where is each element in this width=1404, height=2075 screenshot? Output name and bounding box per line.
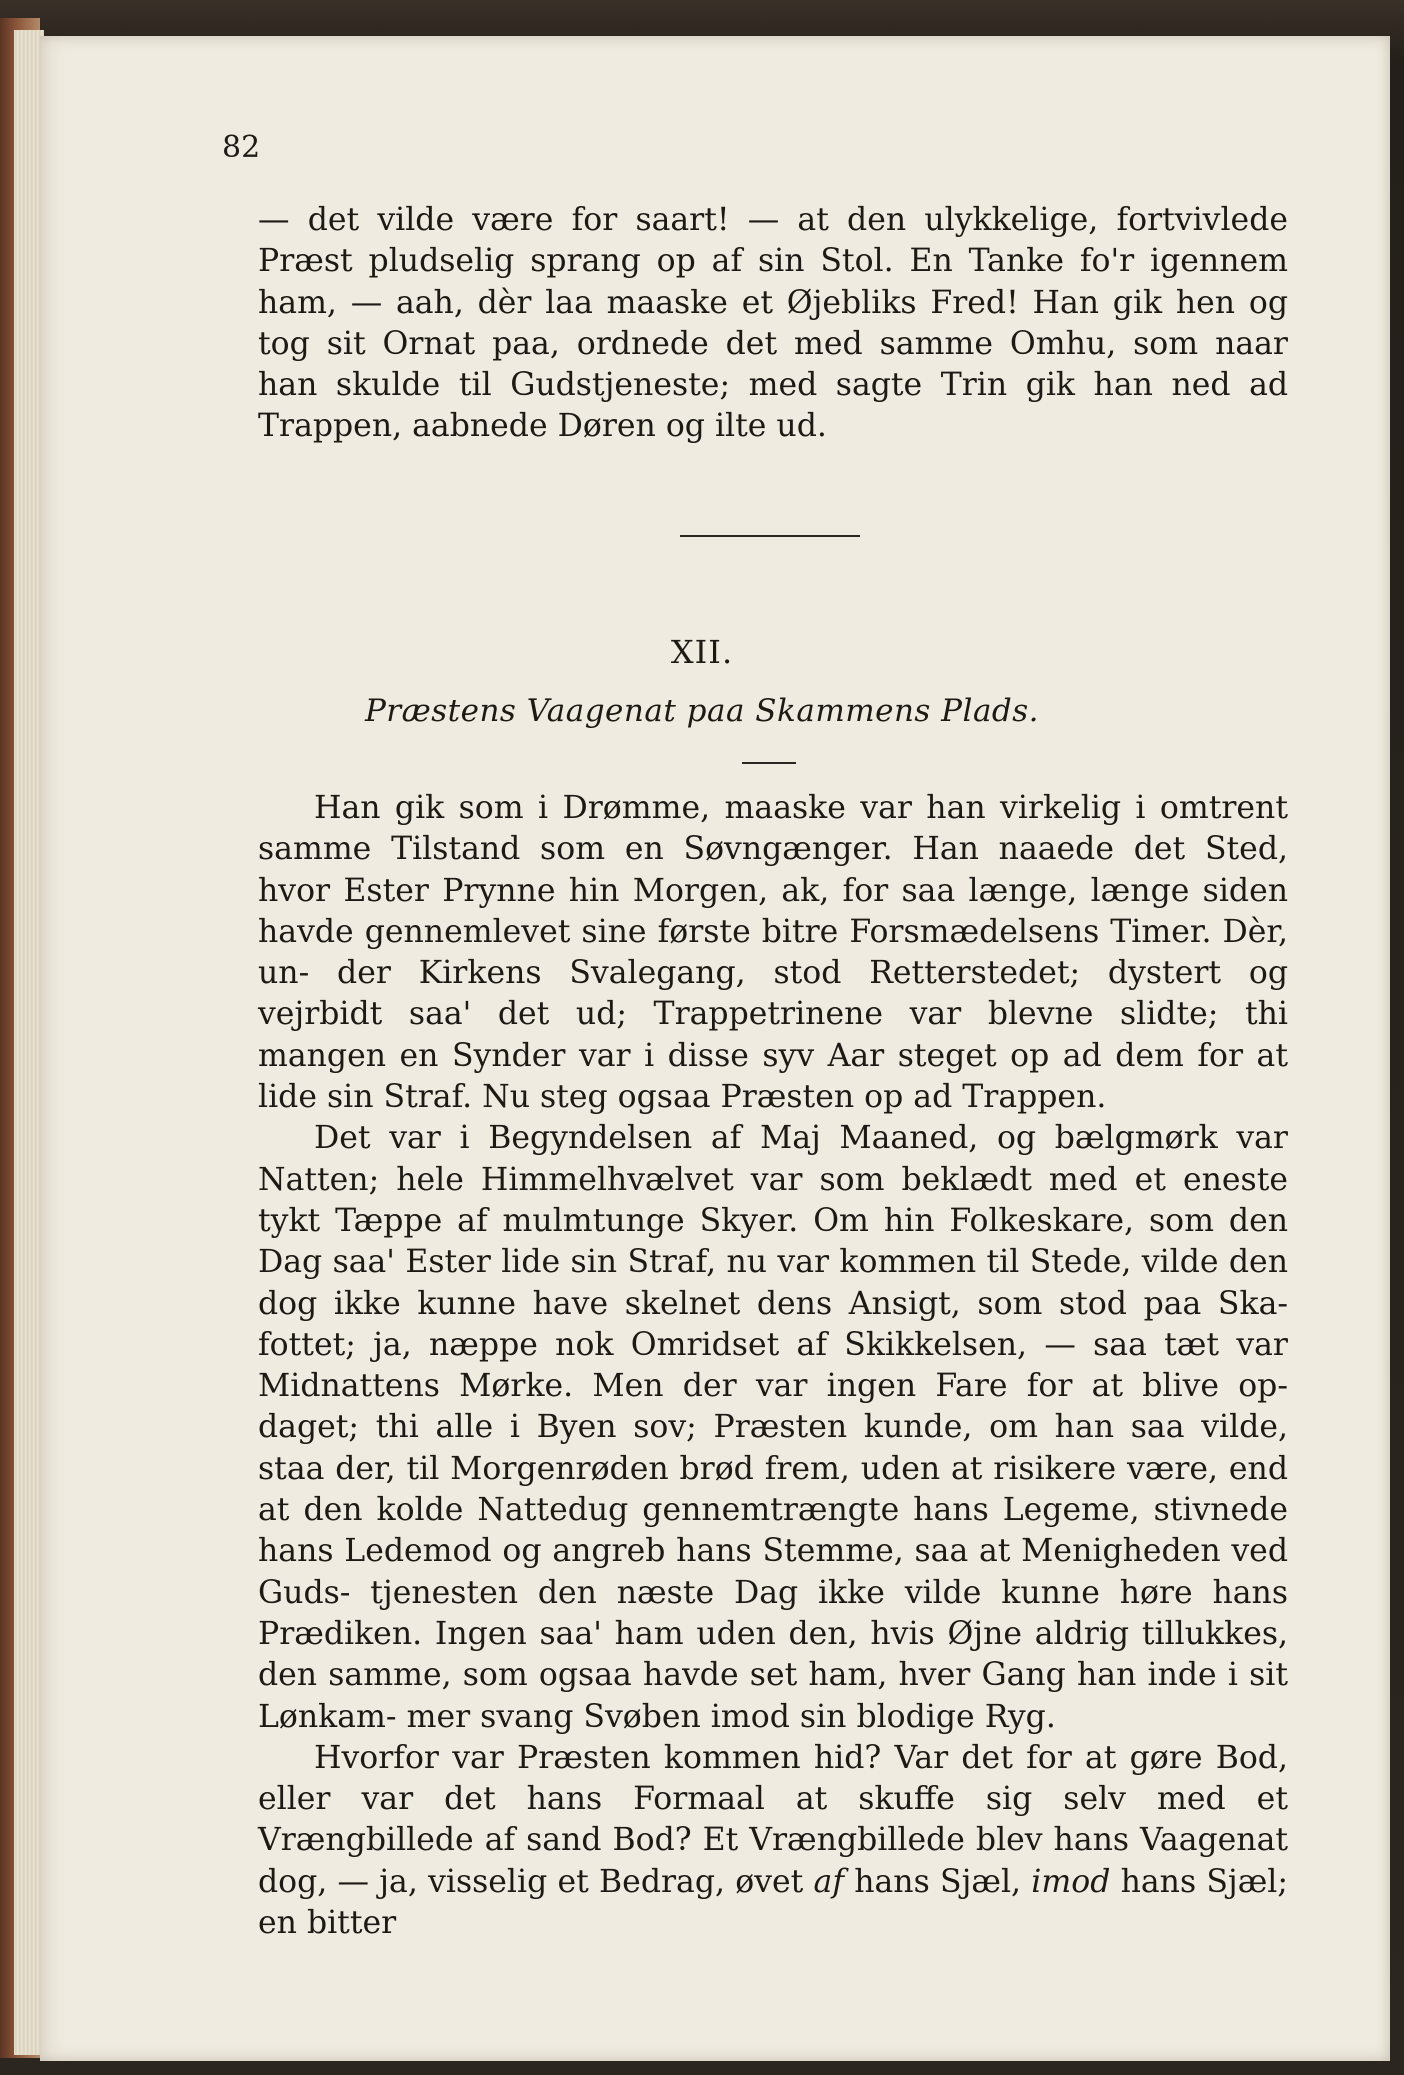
- text-fragment: hans Sjæl,: [844, 1863, 1032, 1900]
- text-line: det ud; Trappetrinene var blevne slidte; thi mangen en Synder: [258, 996, 1288, 1074]
- text-line: ham, — aah, dèr laa maaske et Øjebliks Fred! Han gik hen og: [258, 284, 1288, 321]
- text-line: var i disse syv Aar steget op ad dem for at lide sin Straf. Nu: [258, 1037, 1288, 1116]
- text-line: skulde til Gudstjeneste; med sagte Trin gik han ned ad Trappen,: [258, 367, 1289, 445]
- italic-word: af: [813, 1863, 844, 1900]
- chapter-title-rule: [742, 762, 796, 764]
- text-line: tog sit Ornat paa, ordnede det med samme Omhu, som naar han: [258, 325, 1288, 404]
- chapter-body: [258, 788, 1288, 1944]
- page-number: 82: [222, 130, 261, 165]
- text-line: Ester Prynne hin Morgen, ak, for saa længe, længe siden havde: [258, 872, 1288, 950]
- text-line: som ogsaa havde set ham, hver Gang han inde i sit Lønkam-: [258, 1657, 1288, 1735]
- text-line: Dag saa' Ester lide sin Straf, nu var kommen til Stede, vilde den: [258, 1244, 1288, 1281]
- text-line: dog ikke kunne have skelnet dens Ansigt, som stod paa Ska-: [258, 1285, 1288, 1322]
- text-line: Hvorfor var Præsten kommen hid? Var det for at gøre Bod,: [314, 1739, 1288, 1776]
- text-line: eller var det hans Formaal at skuffe sig selv med et Vrængbillede: [258, 1781, 1288, 1859]
- text-fragment: visselig et Bedrag, øvet: [428, 1863, 814, 1900]
- text-line: Præst pludselig sprang op af sin Stol. En Tanke fo'r igennem: [258, 243, 1288, 280]
- body-paragraph-3: [258, 1738, 1288, 1944]
- text-line: mer svang Svøben imod sin blodige Ryg.: [406, 1698, 1056, 1735]
- italic-word: imod: [1031, 1863, 1111, 1900]
- text-line: den kolde Nattedug gennemtrængte hans Legeme, stivnede hans: [258, 1492, 1289, 1570]
- text-line: — det vilde være for saart! — at den ulykkelige, fortvivlede: [258, 202, 1288, 238]
- chapter-number: XII.: [670, 633, 734, 671]
- text-line: steg ogsaa Præsten op ad Trappen.: [540, 1079, 1107, 1116]
- text-line: Natten; hele Himmelhvælvet var som beklædt med et eneste: [258, 1161, 1288, 1198]
- text-line: Det var i Begyndelsen af Maj Maaned, og bælgmørk var: [314, 1120, 1288, 1157]
- text-fragment: hans Sjæl; en bitter: [258, 1863, 1288, 1942]
- text-line: af sand Bod? Et Vrængbillede blev hans Vaagenat dog, — ja,: [258, 1822, 1289, 1900]
- text-line: fottet; ja, næppe nok Omridset af Skikkelsen, — saa tæt var: [258, 1326, 1288, 1363]
- opening-paragraph-text: [258, 200, 1288, 448]
- body-paragraph-1: [258, 788, 1288, 1118]
- text-line: tykt Tæppe af mulmtunge Skyer. Om hin Folkeskare, som den: [258, 1202, 1288, 1239]
- text-line: tjenesten den næste Dag ikke vilde kunne høre hans Prædiken.: [258, 1574, 1288, 1652]
- text-line: samme Tilstand som en Søvngænger. Han naaede det Sted, hvor: [258, 831, 1288, 909]
- text-line: aabnede Døren og ilte ud.: [412, 408, 827, 445]
- chapter-title: Præstens Vaagenat paa Skammens Plads.: [364, 693, 1040, 729]
- text-line: gennemlevet sine første bitre Forsmædelsens Timer. Dèr, un-: [258, 913, 1288, 992]
- text-line: der, til Morgenrøden brød frem, uden at risikere være, end at: [258, 1450, 1289, 1529]
- opening-paragraph: [258, 200, 1288, 448]
- text-line: Ledemod og angreb hans Stemme, saa at Menigheden ved Guds-: [258, 1533, 1288, 1611]
- text-line: Midnattens Mørke. Men der var ingen Fare for at blive op-: [258, 1368, 1288, 1405]
- section-divider-rule: [680, 535, 860, 537]
- text-line: der Kirkens Svalegang, stod Retterstedet; dystert og vejrbidt saa': [258, 955, 1288, 1033]
- text-line: Ingen saa' ham uden den, hvis Øjne aldrig tillukkes, den samme,: [258, 1615, 1289, 1694]
- text-line: Han gik som i Drømme, maaske var han virkelig i omtrent: [314, 790, 1288, 826]
- body-paragraph-2: [258, 1118, 1288, 1737]
- text-line: daget; thi alle i Byen sov; Præsten kunde, om han saa vilde, staa: [258, 1409, 1288, 1487]
